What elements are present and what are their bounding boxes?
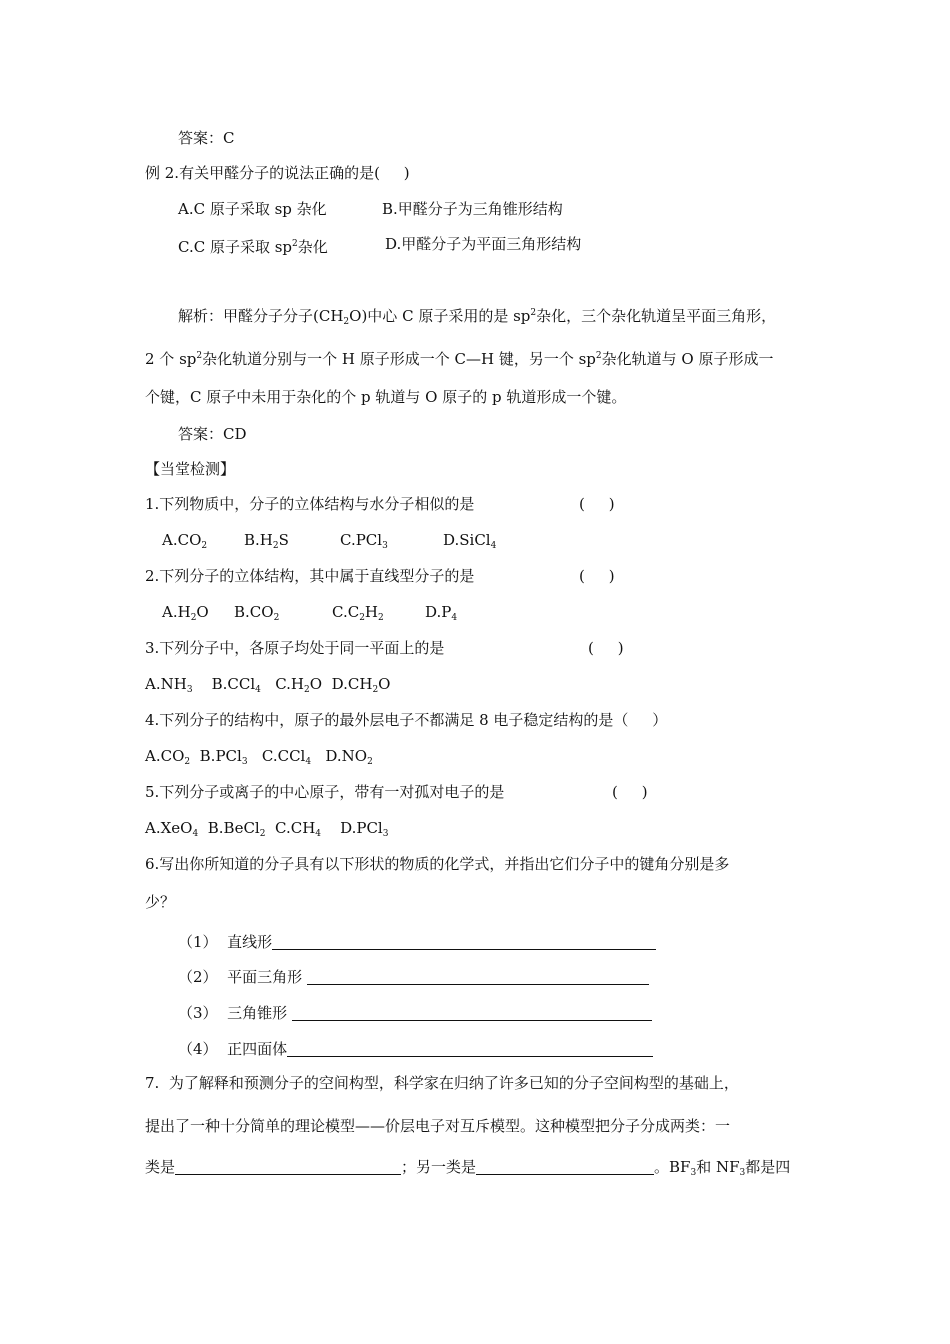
q4-stem: 4.下列分子的结构中，原子的最外层电子不都满足 8 电子稳定结构的是（ ）	[145, 711, 668, 729]
q6-blank-3[interactable]	[292, 1004, 652, 1021]
ex2-option-a: A.C 原子采取 sp 杂化	[178, 200, 327, 218]
q2-option-b: $B.CO_2$	[234, 603, 280, 623]
q6-item-2: （2） 平面三角形	[178, 967, 649, 987]
q1-answer-paren: ( )	[579, 495, 615, 513]
q6-blank-4[interactable]	[287, 1040, 653, 1057]
q6-item-1: （1） 直线形	[178, 932, 656, 952]
ex2-analysis-line3: 个键，C 原子中未用于杂化的个 p 轨道与 O 原子的 p 轨道形成一个键。	[145, 388, 627, 406]
q3-answer-paren: ( )	[588, 639, 624, 657]
q6-blank-2[interactable]	[307, 968, 649, 985]
q2-option-c: $C.C_2H_2$	[332, 603, 384, 623]
q2-option-a: $A.H_2O$	[162, 603, 209, 623]
q4-options: $A.CO_2$ B.PCl$_3$ C.CCl$_4$ $D.NO_2$	[145, 747, 373, 767]
section-title: 【当堂检测】	[145, 460, 236, 478]
ex2-option-c: C.C 原子采取 $sp^2$杂化	[178, 238, 328, 256]
q7-blank-2[interactable]	[476, 1158, 654, 1175]
q1-option-d: D.SiCl$_4$	[443, 531, 497, 551]
ex2-option-d: D.甲醛分子为平面三角形结构	[385, 235, 582, 253]
q5-answer-paren: ( )	[612, 783, 648, 801]
q2-option-d: $D.P_4$	[425, 603, 458, 623]
q6-stem-line2: 少？	[145, 893, 176, 911]
ex2-answer: 答案：CD	[178, 425, 247, 443]
q7-line3: 类是 ；另一类是 。$BF_3$和 $NF_3$都是四	[145, 1158, 791, 1178]
q6-item-4: （4） 正四面体	[178, 1039, 653, 1059]
ex2-question: 例 2.有关甲醛分子的说法正确的是( )	[145, 164, 410, 182]
q7-line2: 提出了一种十分简单的理论模型——价层电子对互斥模型。这种模型把分子分成两类：一	[145, 1117, 731, 1135]
q7-blank-1[interactable]	[175, 1158, 401, 1175]
ex2-analysis-line2: 2 个 $sp^2$杂化轨道分别与一个 H 原子形成一个 C—H 键，另一个 $sp^2$杂化轨道与 O 原子形成一	[145, 350, 774, 368]
q1-option-a: $A.CO_2$	[162, 531, 208, 551]
q3-options: $A.NH_3$ B.CCl$_4$ $C.H_2O$ $D.CH_2O$	[145, 675, 391, 695]
q3-stem: 3.下列分子中，各原子均处于同一平面上的是	[145, 639, 445, 657]
q6-item-3: （3） 三角锥形	[178, 1003, 652, 1023]
q5-options: A.XeO$_4$ B.BeCl$_2$ $C.CH_4$ D.PCl$_3$	[145, 819, 389, 839]
q2-stem: 2.下列分子的立体结构，其中属于直线型分子的是	[145, 567, 475, 585]
ex2-analysis-line1: 解析：甲醛分子分子$(CH_2O)$中心 C 原子采用的是 $sp^2$杂化，三个杂化轨道呈平面三角形，	[178, 307, 777, 327]
q2-answer-paren: ( )	[579, 567, 615, 585]
ex2-option-b: B.甲醛分子为三角锥形结构	[382, 200, 563, 218]
q5-stem: 5.下列分子或离子的中心原子，带有一对孤对电子的是	[145, 783, 505, 801]
q1-option-c: C.PCl$_3$	[340, 531, 388, 551]
q6-blank-1[interactable]	[272, 933, 656, 950]
q1-option-b: $B.H_2S$	[244, 531, 289, 551]
q1-stem: 1.下列物质中，分子的立体结构与水分子相似的是	[145, 495, 475, 513]
q6-stem-line1: 6.写出你所知道的分子具有以下形状的物质的化学式，并指出它们分子中的键角分别是多	[145, 855, 730, 873]
q7-line1: 7. 为了解释和预测分子的空间构型，科学家在归纳了许多已知的分子空间构型的基础上，	[145, 1074, 739, 1092]
ex1-answer: 答案：C	[178, 129, 235, 147]
